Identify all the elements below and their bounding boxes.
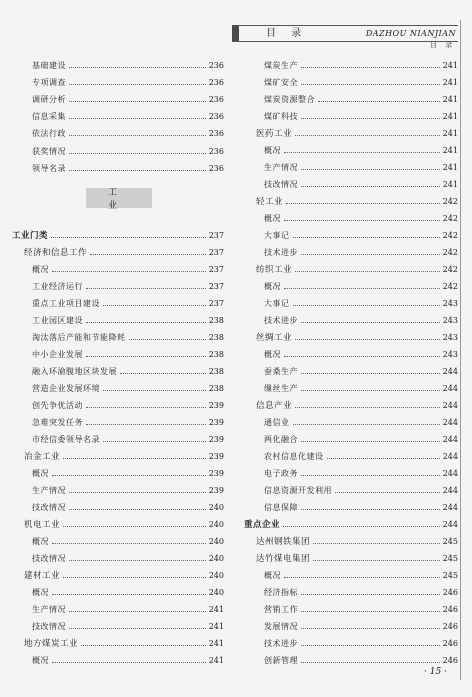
toc-entry-page: 244 — [442, 366, 458, 376]
toc-entry-label: 获奖情况 — [32, 146, 66, 156]
toc-entry-page: 240 — [208, 587, 224, 597]
toc-entry-label: 技术进步 — [264, 638, 298, 648]
toc-entry-page: 236 — [208, 129, 224, 139]
toc-entry-label: 领导名录 — [32, 163, 66, 173]
toc-entry — [256, 193, 458, 209]
leader-dots — [69, 560, 206, 561]
toc-entry-page: 242 — [442, 196, 458, 206]
toc-entry-label: 重点工业项目建设 — [32, 298, 100, 308]
toc-entry — [32, 91, 224, 107]
toc-entry-label: 工业园区建设 — [32, 315, 83, 325]
leader-dots — [313, 543, 440, 544]
toc-entry — [264, 278, 458, 294]
leader-dots — [301, 628, 440, 629]
leader-dots — [301, 322, 440, 323]
toc-entry — [32, 109, 224, 125]
toc-entry-page: 241 — [208, 621, 224, 631]
toc-entry — [32, 499, 224, 515]
toc-entry — [32, 160, 224, 176]
toc-entry — [264, 380, 458, 396]
toc-entry — [256, 397, 458, 413]
toc-entry — [32, 533, 224, 549]
toc-entry — [264, 227, 458, 243]
toc-entry-page: 245 — [442, 553, 458, 563]
toc-entry-page: 240 — [208, 570, 224, 580]
toc-entry — [244, 516, 458, 532]
toc-entry-label: 技术进步 — [264, 247, 298, 257]
toc-entry — [12, 227, 224, 243]
leader-dots — [103, 305, 206, 306]
section-title: 工 业 — [108, 188, 140, 211]
toc-entry-label: 技改情况 — [264, 179, 298, 189]
toc-entry-page: 240 — [208, 502, 224, 512]
leader-dots — [301, 594, 440, 595]
toc-entry-page: 244 — [442, 502, 458, 512]
toc-entry — [32, 329, 224, 345]
toc-entry-label: 中小企业发展 — [32, 349, 83, 359]
toc-entry-label: 急难突发任务 — [32, 417, 83, 427]
leader-dots — [52, 594, 206, 595]
toc-entry-label: 信息采集 — [32, 112, 66, 122]
leader-dots — [52, 543, 206, 544]
leader-dots — [301, 84, 440, 85]
toc-entry-page: 241 — [208, 604, 224, 614]
toc-entry-label: 概况 — [264, 281, 281, 291]
leader-dots — [69, 492, 206, 493]
leader-dots — [51, 237, 206, 238]
toc-entry-label: 农村信息化建设 — [264, 451, 324, 461]
leader-dots — [301, 254, 440, 255]
toc-entry-page: 239 — [208, 434, 224, 444]
toc-entry-label: 重点企业 — [244, 520, 281, 530]
toc-entry-page: 244 — [442, 383, 458, 393]
toc-entry-label: 纺织工业 — [256, 265, 293, 275]
toc-entry-label: 通信业 — [264, 417, 290, 427]
leader-dots — [69, 84, 206, 85]
leader-dots — [284, 577, 440, 578]
toc-entry-label: 技改情况 — [32, 553, 66, 563]
toc-entry-page: 239 — [208, 485, 224, 495]
toc-entry — [32, 346, 224, 362]
toc-entry — [32, 550, 224, 566]
toc-entry — [264, 346, 458, 362]
toc-entry — [264, 465, 458, 481]
leader-dots — [293, 305, 440, 306]
toc-entry — [32, 278, 224, 294]
toc-entry — [264, 363, 458, 379]
leader-dots — [318, 101, 440, 102]
toc-entry-page: 236 — [208, 94, 224, 104]
toc-entry-page: 244 — [442, 417, 458, 427]
leader-dots — [293, 424, 440, 425]
toc-entry-page: 242 — [442, 264, 458, 274]
toc-entry-label: 市经信委领导名录 — [32, 434, 100, 444]
toc-entry — [264, 57, 458, 73]
toc-entry — [24, 635, 224, 651]
toc-entry-page: 243 — [442, 332, 458, 342]
leader-dots — [63, 526, 206, 527]
leader-dots — [301, 662, 440, 663]
running-header — [232, 25, 458, 42]
toc-entry-label: 发展情况 — [264, 621, 298, 631]
toc-entry — [264, 142, 458, 158]
toc-entry — [264, 635, 458, 651]
toc-entry-label: 建材工业 — [24, 571, 61, 581]
toc-entry-label: 依法行政 — [32, 129, 66, 139]
toc-entry-page: 241 — [208, 638, 224, 648]
leader-dots — [103, 390, 206, 391]
toc-entry-page: 244 — [442, 485, 458, 495]
leader-dots — [301, 67, 440, 68]
toc-entry — [24, 244, 224, 260]
leader-dots — [69, 509, 206, 510]
leader-dots — [327, 458, 440, 459]
toc-entry-page: 244 — [442, 468, 458, 478]
leader-dots — [69, 135, 206, 136]
toc-entry-page: 243 — [442, 349, 458, 359]
leader-dots — [103, 441, 206, 442]
toc-entry-page: 244 — [442, 519, 458, 529]
toc-entry-page: 237 — [208, 281, 224, 291]
toc-entry — [256, 125, 458, 141]
toc-entry-label: 概况 — [264, 570, 281, 580]
toc-entry — [32, 143, 224, 159]
toc-entry-page: 236 — [208, 163, 224, 173]
toc-entry-page: 238 — [208, 315, 224, 325]
toc-entry — [264, 108, 458, 124]
toc-entry-label: 融入环渝腹地区块发展 — [32, 366, 117, 376]
toc-entry — [24, 516, 224, 532]
toc-entry — [32, 312, 224, 328]
leader-dots — [69, 118, 206, 119]
toc-entry-page: 242 — [442, 213, 458, 223]
toc-entry — [264, 312, 458, 328]
toc-entry-page: 238 — [208, 332, 224, 342]
toc-entry-label: 技改情况 — [32, 502, 66, 512]
toc-entry-label: 工业经济运行 — [32, 281, 83, 291]
toc-entry — [32, 363, 224, 379]
toc-entry — [32, 584, 224, 600]
toc-entry-label: 生产情况 — [32, 485, 66, 495]
toc-entry-page: 236 — [208, 77, 224, 87]
leader-dots — [295, 407, 440, 408]
toc-entry-page: 243 — [442, 315, 458, 325]
leader-dots — [301, 373, 440, 374]
toc-entry-label: 创新管理 — [264, 655, 298, 665]
toc-entry-page: 242 — [442, 230, 458, 240]
leader-dots — [69, 170, 206, 171]
toc-entry-page: 244 — [442, 451, 458, 461]
page-number: · 15 · — [424, 667, 447, 677]
toc-entry-label: 达竹煤电集团 — [256, 554, 311, 564]
leader-dots — [86, 322, 206, 323]
leader-dots — [69, 611, 206, 612]
toc-entry — [32, 295, 224, 311]
toc-entry-page: 239 — [208, 417, 224, 427]
toc-entry-page: 237 — [208, 230, 224, 240]
toc-entry-page: 245 — [442, 570, 458, 580]
leader-dots — [284, 288, 440, 289]
leader-dots — [301, 186, 440, 187]
toc-entry-page: 245 — [442, 536, 458, 546]
toc-entry-label: 生产情况 — [32, 604, 66, 614]
toc-entry-label: 概况 — [264, 213, 281, 223]
toc-entry — [32, 414, 224, 430]
toc-entry-page: 244 — [442, 434, 458, 444]
toc-entry-page: 238 — [208, 383, 224, 393]
toc-entry-page: 246 — [442, 604, 458, 614]
leader-dots — [86, 424, 206, 425]
toc-entry-label: 营销工作 — [264, 604, 298, 614]
toc-entry-label: 概况 — [32, 264, 49, 274]
toc-entry-label: 信息资源开发利用 — [264, 485, 332, 495]
toc-entry-page: 241 — [442, 60, 458, 70]
leader-dots — [69, 67, 206, 68]
toc-entry — [264, 91, 458, 107]
toc-entry — [264, 652, 458, 668]
toc-entry — [264, 244, 458, 260]
toc-entry — [264, 74, 458, 90]
toc-entry-page: 236 — [208, 146, 224, 156]
toc-entry-label: 信息产业 — [256, 401, 293, 411]
toc-entry — [256, 533, 458, 549]
leader-dots — [301, 509, 440, 510]
toc-entry-label: 大事记 — [264, 298, 290, 308]
toc-entry — [32, 482, 224, 498]
toc-entry — [264, 431, 458, 447]
toc-entry-page: 241 — [442, 111, 458, 121]
toc-entry — [264, 567, 458, 583]
toc-entry-label: 机电工业 — [24, 520, 61, 530]
toc-entry-label: 概况 — [32, 655, 49, 665]
leader-dots — [86, 288, 206, 289]
toc-entry — [264, 414, 458, 430]
toc-entry — [24, 448, 224, 464]
toc-entry-label: 概况 — [32, 587, 49, 597]
toc-entry-page: 242 — [442, 247, 458, 257]
toc-entry-page: 238 — [208, 349, 224, 359]
leader-dots — [129, 339, 206, 340]
toc-entry — [32, 601, 224, 617]
toc-entry — [32, 465, 224, 481]
leader-dots — [301, 118, 440, 119]
header-title: 目 录 — [266, 28, 308, 39]
toc-entry-page: 246 — [442, 655, 458, 665]
toc-entry-label: 蚕桑生产 — [264, 366, 298, 376]
header-subtitle: 目 录 — [430, 41, 456, 49]
toc-entry-page: 246 — [442, 638, 458, 648]
leader-dots — [69, 101, 206, 102]
toc-entry-label: 轻工业 — [256, 197, 284, 207]
leader-dots — [81, 645, 206, 646]
leader-dots — [120, 373, 206, 374]
toc-entry — [32, 431, 224, 447]
toc-entry-page: 241 — [442, 128, 458, 138]
toc-entry — [264, 295, 458, 311]
toc-entry-label: 基础建设 — [32, 60, 66, 70]
toc-entry-label: 专项调查 — [32, 77, 66, 87]
header-english-title: DAZHOU NIANJIAN — [365, 29, 456, 38]
toc-entry — [264, 584, 458, 600]
toc-entry-label: 经济和信息工作 — [24, 248, 88, 258]
toc-entry-label: 缫丝生产 — [264, 383, 298, 393]
toc-entry — [32, 652, 224, 668]
toc-entry — [32, 57, 224, 73]
toc-entry — [264, 482, 458, 498]
toc-entry-page: 246 — [442, 621, 458, 631]
toc-entry-page: 239 — [208, 400, 224, 410]
leader-dots — [293, 237, 440, 238]
toc-entry-page: 239 — [208, 451, 224, 461]
leader-dots — [86, 407, 206, 408]
toc-entry-label: 煤矿科技 — [264, 111, 298, 121]
toc-entry-page: 244 — [442, 400, 458, 410]
toc-entry-label: 丝绸工业 — [256, 333, 293, 343]
toc-entry-label: 经济指标 — [264, 587, 298, 597]
leader-dots — [52, 662, 206, 663]
toc-entry-label: 技术进步 — [264, 315, 298, 325]
leader-dots — [52, 475, 206, 476]
toc-entry — [264, 210, 458, 226]
toc-entry — [256, 261, 458, 277]
toc-entry — [32, 397, 224, 413]
toc-entry-page: 243 — [442, 298, 458, 308]
toc-entry-page: 236 — [208, 112, 224, 122]
toc-entry-label: 概况 — [264, 145, 281, 155]
toc-entry-label: 煤炭生产 — [264, 60, 298, 70]
toc-entry-page: 237 — [208, 298, 224, 308]
toc-entry-page: 240 — [208, 553, 224, 563]
leader-dots — [63, 458, 206, 459]
toc-entry — [264, 448, 458, 464]
toc-entry — [256, 329, 458, 345]
toc-entry-page: 240 — [208, 519, 224, 529]
toc-entry-label: 达州钢铁集团 — [256, 537, 311, 547]
leader-dots — [301, 475, 440, 476]
toc-entry-label: 技改情况 — [32, 621, 66, 631]
leader-dots — [69, 153, 206, 154]
toc-entry — [32, 618, 224, 634]
leader-dots — [301, 611, 440, 612]
leader-dots — [301, 169, 440, 170]
toc-entry-page: 237 — [208, 264, 224, 274]
toc-entry-label: 冶金工业 — [24, 452, 61, 462]
header-marker — [232, 26, 239, 41]
toc-entry-page: 241 — [442, 162, 458, 172]
leader-dots — [301, 390, 440, 391]
toc-entry-label: 生产情况 — [264, 162, 298, 172]
toc-entry-label: 淘汰落后产能和节能降耗 — [32, 332, 126, 342]
toc-entry — [264, 159, 458, 175]
toc-entry — [264, 601, 458, 617]
toc-entry — [32, 126, 224, 142]
toc-entry-label: 煤炭资源整合 — [264, 94, 315, 104]
toc-entry — [264, 499, 458, 515]
leader-dots — [284, 152, 440, 153]
toc-entry-page: 246 — [442, 587, 458, 597]
toc-entry-label: 煤矿安全 — [264, 77, 298, 87]
toc-entry-label: 调研分析 — [32, 94, 66, 104]
toc-entry-label: 营造企业发展环境 — [32, 383, 100, 393]
toc-entry — [32, 380, 224, 396]
leader-dots — [283, 526, 440, 527]
toc-entry-page: 241 — [442, 145, 458, 155]
leader-dots — [86, 356, 206, 357]
toc-entry — [32, 74, 224, 90]
toc-entry-page: 241 — [208, 655, 224, 665]
toc-entry — [264, 618, 458, 634]
leader-dots — [52, 271, 206, 272]
leader-dots — [90, 254, 206, 255]
toc-entry-label: 两化融合 — [264, 434, 298, 444]
toc-entry-label: 概况 — [32, 468, 49, 478]
leader-dots — [301, 645, 440, 646]
section-title-box — [86, 188, 152, 211]
leader-dots — [301, 441, 440, 442]
leader-dots — [295, 339, 440, 340]
toc-entry-label: 信息保障 — [264, 502, 298, 512]
toc-entry-page: 239 — [208, 468, 224, 478]
toc-entry — [24, 567, 224, 583]
toc-entry — [32, 261, 224, 277]
toc-entry-label: 创先争优活动 — [32, 400, 83, 410]
toc-entry-page: 240 — [208, 536, 224, 546]
leader-dots — [295, 271, 440, 272]
toc-entry-label: 工业门类 — [12, 231, 49, 241]
page-edge-line — [460, 20, 461, 680]
leader-dots — [335, 492, 440, 493]
toc-entry-page: 238 — [208, 366, 224, 376]
leader-dots — [295, 135, 440, 136]
toc-entry-label: 地方煤炭工业 — [24, 639, 79, 649]
leader-dots — [313, 560, 440, 561]
leader-dots — [286, 203, 440, 204]
toc-entry-page: 241 — [442, 77, 458, 87]
leader-dots — [69, 628, 206, 629]
leader-dots — [63, 577, 206, 578]
toc-entry-label: 概况 — [264, 349, 281, 359]
toc-entry-page: 241 — [442, 179, 458, 189]
toc-entry-page: 241 — [442, 94, 458, 104]
toc-entry-label: 概况 — [32, 536, 49, 546]
toc-entry-label: 大事记 — [264, 230, 290, 240]
leader-dots — [284, 220, 440, 221]
toc-entry-label: 医药工业 — [256, 129, 293, 139]
toc-entry — [256, 550, 458, 566]
toc-entry-page: 237 — [208, 247, 224, 257]
toc-entry-page: 242 — [442, 281, 458, 291]
toc-entry-label: 电子政务 — [264, 468, 298, 478]
toc-entry-page: 236 — [208, 60, 224, 70]
toc-entry — [264, 176, 458, 192]
leader-dots — [284, 356, 440, 357]
